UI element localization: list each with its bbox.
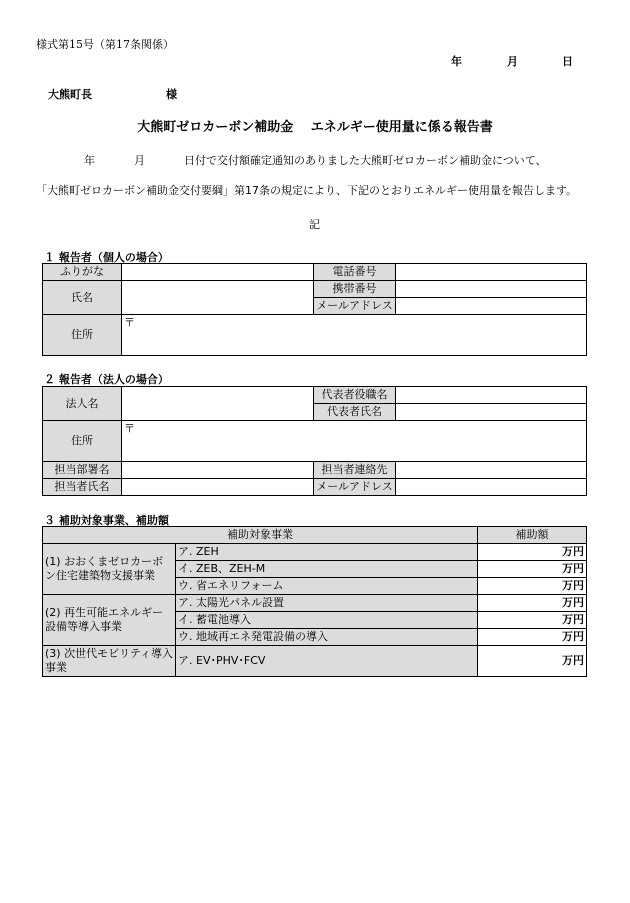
corp-name-label: 法人名 [43, 387, 122, 421]
body-line-1: 日付で交付額確定通知のありました大熊町ゼロカーボン補助金について、 [184, 154, 547, 167]
corp-address-label: 住所 [43, 421, 122, 462]
date-year-label: 年 [451, 55, 462, 68]
project-item: ア. ZEH [176, 544, 478, 561]
corporate-reporter-table [42, 386, 587, 496]
individual-reporter-table [42, 263, 587, 356]
amount-header: 補助額 [478, 527, 587, 544]
addressee: 大熊町長 [48, 88, 92, 101]
email-field[interactable] [396, 298, 587, 315]
amount-field[interactable]: 万円 [478, 629, 587, 646]
rep-name-field[interactable] [396, 404, 587, 421]
body-month-label: 月 [134, 154, 145, 167]
amount-field[interactable]: 万円 [478, 544, 587, 561]
amount-field[interactable]: 万円 [478, 578, 587, 595]
amount-field[interactable]: 万円 [478, 561, 587, 578]
project-item: ウ. 地域再エネ発電設備の導入 [176, 629, 478, 646]
amount-field[interactable]: 万円 [478, 595, 587, 612]
section2-title: ２ 報告者（法人の場合） [44, 373, 169, 386]
address-field[interactable] [122, 315, 587, 356]
person-field[interactable] [122, 479, 314, 496]
furigana-label: ふりがな [43, 264, 122, 281]
name-field[interactable] [122, 281, 314, 315]
postal-mark: 〒 [124, 422, 135, 435]
name-label: 氏名 [43, 281, 122, 315]
rep-name-label: 代表者氏名 [314, 404, 396, 421]
corp-email-field[interactable] [396, 479, 587, 496]
subsidy-table [42, 526, 587, 677]
project-item: イ. ZEB、ZEH-M [176, 561, 478, 578]
category-1: (1) おおくまゼロカーボン住宅建築物支援事業 [43, 544, 176, 595]
corp-name-field[interactable] [122, 387, 314, 421]
email-label: メールアドレス [314, 298, 396, 315]
amount-field[interactable]: 万円 [478, 612, 587, 629]
category-2: (2) 再生可能エネルギー設備等導入事業 [43, 595, 176, 646]
contact-field[interactable] [396, 462, 587, 479]
addressee-suffix: 様 [166, 88, 177, 101]
dept-field[interactable] [122, 462, 314, 479]
phone-label: 電話番号 [314, 264, 396, 281]
body-line-2: 「大熊町ゼロカーボン補助金交付要綱」第17条の規定により、下記のとおりエネルギー使用量を報告します。 [36, 184, 578, 197]
form-number: 様式第15号（第17条関係） [36, 38, 174, 51]
amount-field[interactable]: 万円 [478, 646, 587, 677]
mobile-label: 携帯番号 [314, 281, 396, 298]
category-3: (3) 次世代モビリティ導入事業 [43, 646, 176, 677]
project-header: 補助対象事業 [43, 527, 478, 544]
dept-label: 担当部署名 [43, 462, 122, 479]
body-year-label: 年 [84, 154, 95, 167]
postal-mark: 〒 [124, 316, 135, 329]
rep-title-field[interactable] [396, 387, 587, 404]
corp-email-label: メールアドレス [314, 479, 396, 496]
mobile-field[interactable] [396, 281, 587, 298]
date-day-label: 日 [562, 55, 573, 68]
project-item: イ. 蓄電池導入 [176, 612, 478, 629]
section1-title: １ 報告者（個人の場合） [44, 251, 169, 264]
date-month-label: 月 [507, 55, 518, 68]
furigana-field[interactable] [122, 264, 314, 281]
ki-heading: 記 [309, 218, 320, 231]
address-label: 住所 [43, 315, 122, 356]
document-title: 大熊町ゼロカーボン補助金 エネルギー使用量に係る報告書 [137, 120, 493, 135]
project-item: ウ. 省エネリフォーム [176, 578, 478, 595]
section3-title: ３ 補助対象事業、補助額 [44, 514, 169, 527]
rep-title-label: 代表者役職名 [314, 387, 396, 404]
contact-label: 担当者連絡先 [314, 462, 396, 479]
person-label: 担当者氏名 [43, 479, 122, 496]
project-item: ア. 太陽光パネル設置 [176, 595, 478, 612]
phone-field[interactable] [396, 264, 587, 281]
corp-address-field[interactable] [122, 421, 587, 462]
project-item: ア. EV･PHV･FCV [176, 646, 478, 677]
